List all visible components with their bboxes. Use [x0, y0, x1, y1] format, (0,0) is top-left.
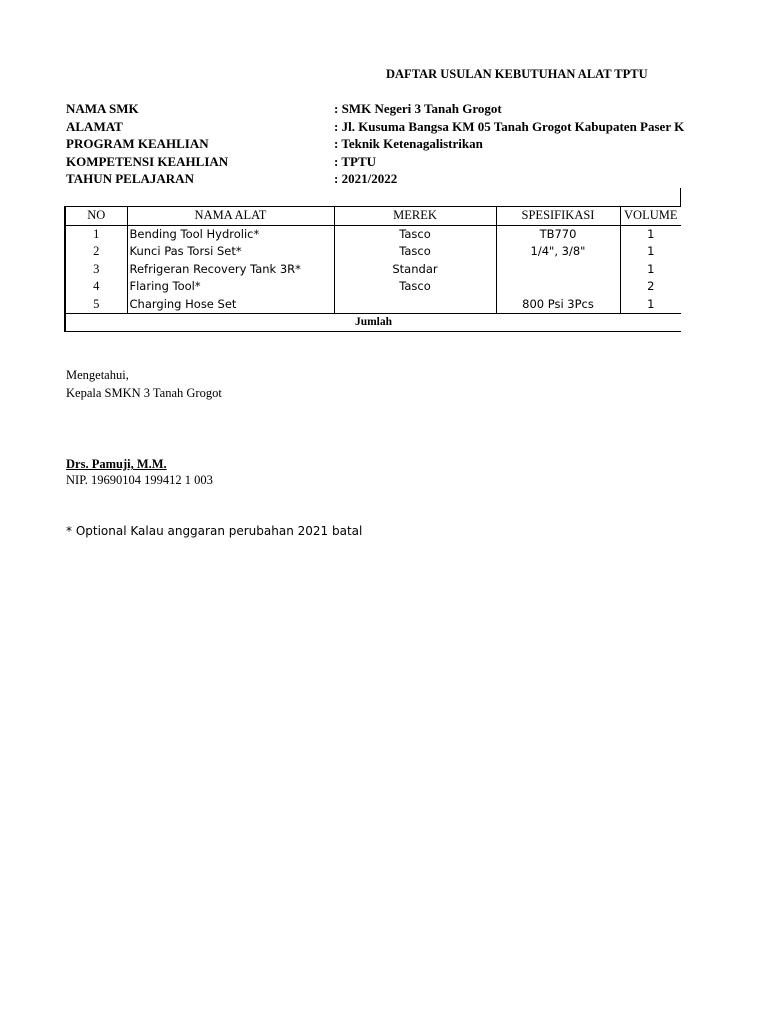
cell-nama: Refrigeran Recovery Tank 3R*: [127, 261, 334, 279]
cell-spesifikasi: TB770: [496, 225, 620, 243]
signatory-name: Drs. Pamuji, M.M.: [66, 457, 167, 471]
cell-merek: Standar: [334, 261, 496, 279]
info-value: : Teknik Ketenagalistrikan: [334, 136, 483, 151]
info-value: : 2021/2022: [334, 171, 398, 186]
cell-merek: Tasco: [334, 225, 496, 243]
table-total-row: [65, 314, 681, 332]
info-row-program: [66, 136, 686, 154]
cell-volume: 1: [620, 296, 681, 314]
cell-merek: Tasco: [334, 278, 496, 296]
info-label: KOMPETENSI KEAHLIAN: [66, 153, 229, 169]
info-label: PROGRAM KEAHLIAN: [66, 136, 209, 151]
cell-no: 3: [65, 261, 127, 279]
info-row-school: [66, 101, 686, 119]
cell-merek: [334, 296, 496, 314]
cell-spesifikasi: [496, 261, 620, 279]
info-block: [66, 101, 686, 189]
signatory-nip: NIP. 19690104 199412 1 003: [66, 473, 213, 487]
table-row: [65, 296, 681, 314]
info-label: NAMA SMK: [66, 101, 139, 116]
cell-spesifikasi: 800 Psi 3Pcs: [496, 296, 620, 314]
cell-volume: 1: [620, 243, 681, 261]
cell-nama: Kunci Pas Torsi Set*: [127, 243, 334, 261]
info-label: ALAMAT: [66, 118, 123, 134]
cell-no: 5: [65, 296, 127, 314]
info-row-competency: [66, 154, 686, 172]
table-row: [65, 243, 681, 261]
table-row: [65, 278, 681, 296]
table-row: [65, 261, 681, 279]
cell-merek: Tasco: [334, 243, 496, 261]
cell-nama: Charging Hose Set: [127, 296, 334, 314]
cell-nama: Bending Tool Hydrolic*: [127, 225, 334, 243]
document-title: DAFTAR USULAN KEBUTUHAN ALAT TPTU: [386, 67, 648, 81]
header-no: NO: [65, 207, 127, 226]
cell-no: 1: [65, 225, 127, 243]
header-volume: VOLUME: [620, 207, 681, 226]
cell-spesifikasi: [496, 278, 620, 296]
info-value: : TPTU: [334, 153, 377, 169]
signatory-position: Kepala SMKN 3 Tanah Grogot: [66, 386, 222, 400]
table-header-row: [65, 207, 681, 226]
header-nama-alat: NAMA ALAT: [127, 207, 334, 226]
acknowledged-text: Mengetahui,: [66, 368, 129, 382]
footnote: * Optional Kalau anggaran perubahan 2021 batal: [66, 524, 363, 538]
info-value: : Jl. Kusuma Bangsa KM 05 Tanah Grogot Kabupaten Paser K: [334, 118, 685, 134]
cell-volume: 2: [620, 278, 681, 296]
cell-volume: 1: [620, 261, 681, 279]
cell-nama: Flaring Tool*: [127, 278, 334, 296]
equipment-table: [64, 206, 681, 332]
header-merek: MEREK: [334, 207, 496, 226]
table-row: [65, 225, 681, 243]
header-spesifikasi: SPESIFIKASI: [496, 207, 620, 226]
cell-no: 2: [65, 243, 127, 261]
info-value: : SMK Negeri 3 Tanah Grogot: [334, 101, 502, 116]
cell-spesifikasi: 1/4", 3/8": [496, 243, 620, 261]
info-row-year: [66, 171, 686, 189]
info-row-address: [66, 119, 686, 137]
cell-no: 4: [65, 278, 127, 296]
total-label: Jumlah: [65, 314, 681, 332]
column-divider-line: [680, 188, 681, 206]
cell-volume: 1: [620, 225, 681, 243]
info-label: TAHUN PELAJARAN: [66, 171, 194, 186]
